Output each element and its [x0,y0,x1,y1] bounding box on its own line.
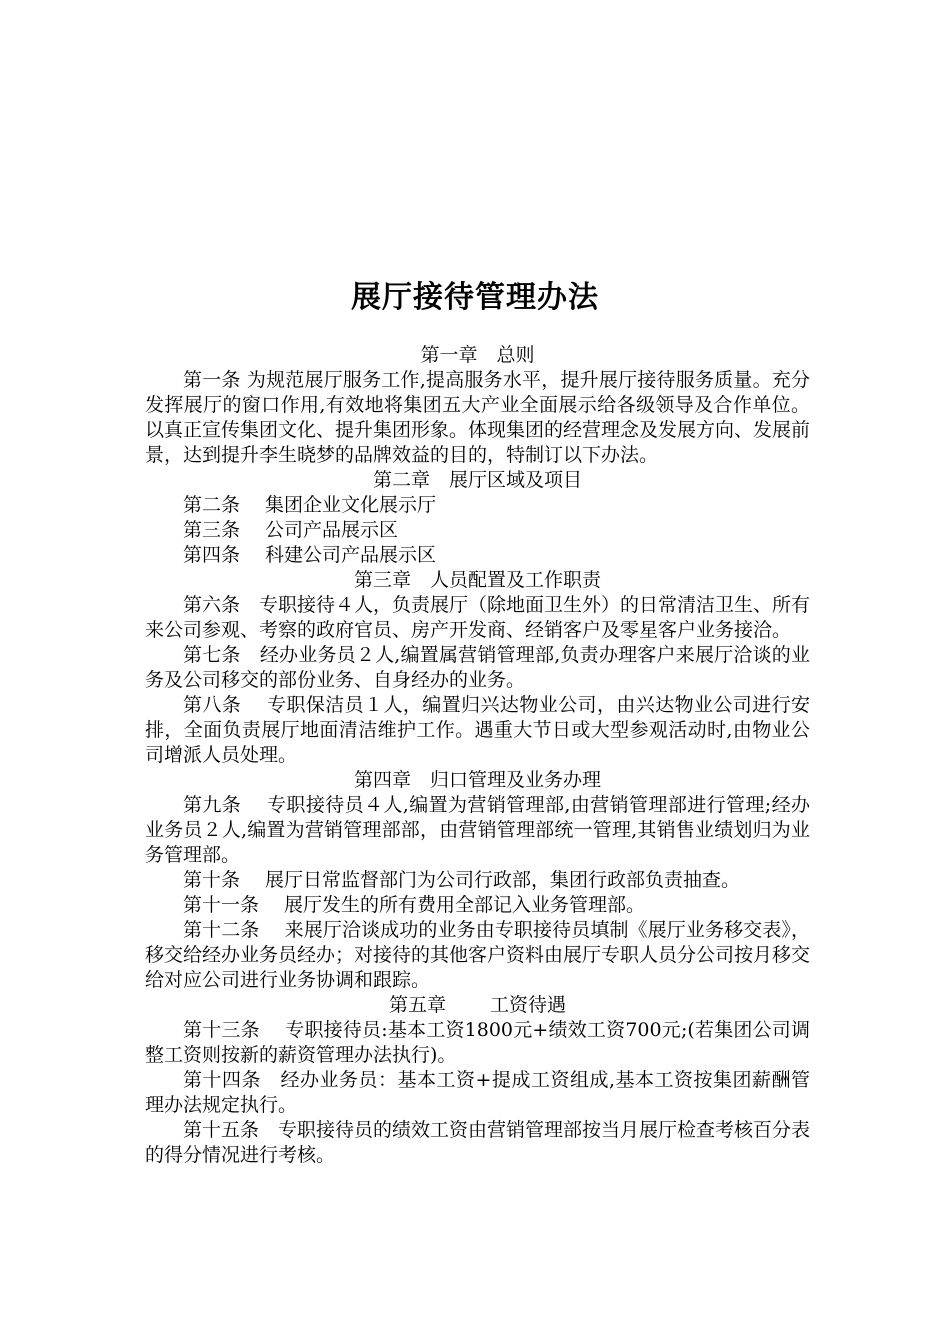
article-paragraph: 第一条 为规范展厅服务工作,提高服务水平，提升展厅接待服务质量。充分发挥展厅的窗口作用,有效地将集团五大产业全面展示给各级领导及合作单位。以真正宣传集团文化、提升集团形象。体现集团的经营理念及发展方向、发展前景，达到提升李生晓梦的品牌效益的目的，特制订以下办法。 [145,369,811,466]
article-paragraph: 第十五条 专职接待员的绩效工资由营销管理部按当月展厅检查考核百分表的得分情况进行考核。 [145,1119,811,1166]
chapter-heading: 第三章 人员配置及工作职责 [353,569,601,591]
article-paragraph: 第四条 科建公司产品展示区 [183,544,437,566]
article-paragraph: 第九条 专职接待员４人,编置为营销管理部,由营销管理部进行管理;经办业务员２人,编置为营销管理部部，由营销管理部统一管理,其销售业绩划归为业务管理部。 [145,794,810,866]
article-paragraph: 第六条 专职接待４人，负责展厅（除地面卫生外）的日常清洁卫生、所有来公司参观、考察的政府官员、房产开发商、经销客户及零星客户业务接洽。 [145,594,811,641]
chapter-heading: 第一章 总则 [420,344,535,366]
article-paragraph: 第十一条 展厅发生的所有费用全部记入业务管理部。 [183,894,646,916]
document-title: 展厅接待管理办法 [351,280,599,315]
chapter-heading: 第二章 展厅区域及项目 [372,469,582,491]
article-paragraph: 第三条 公司产品展示区 [183,519,399,541]
article-paragraph: 第十三条 专职接待员:基本工资1800元+绩效工资700元;(若集团公司调整工资则按新的薪资管理办法执行)。 [145,1019,810,1066]
chapter-heading: 第五章 工资待遇 [388,994,567,1016]
article-paragraph: 第八条 专职保洁员１人，编置归兴达物业公司，由兴达物业公司进行安排，全面负责展厅地面清洁维护工作。遇重大节日或大型参观活动时,由物业公司增派人员处理。 [145,694,810,766]
chapter-heading: 第四章 归口管理及业务办理 [353,769,601,791]
article-paragraph: 第二条 集团企业文化展示厅 [183,494,437,516]
document-body [145,343,810,1168]
article-paragraph: 第十四条 经办业务员：基本工资+提成工资组成,基本工资按集团薪酬管理办法规定执行。 [145,1069,810,1116]
article-paragraph: 第十二条 来展厅洽谈成功的业务由专职接待员填制《展厅业务移交表》，移交给经办业务员经办；对接待的其他客户资料由展厅专职人员分公司按月移交给对应公司进行业务协调和跟踪。 [145,919,811,991]
article-paragraph: 第十条 展厅日常监督部门为公司行政部，集团行政部负责抽查。 [183,869,741,891]
article-paragraph: 第七条 经办业务员２人,编置属营销管理部,负责办理客户来展厅洽谈的业务及公司移交的部份业务、自身经办的业务。 [145,644,810,691]
